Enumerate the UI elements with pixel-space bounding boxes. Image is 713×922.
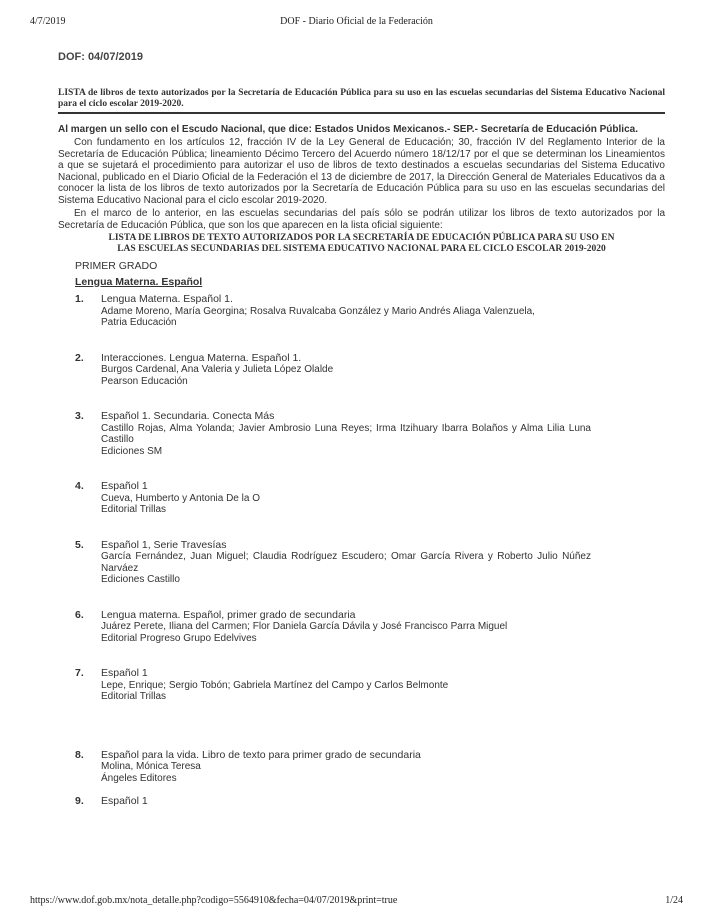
grade-heading: PRIMER GRADO: [75, 260, 158, 272]
book-number: 1.: [75, 293, 84, 305]
list-heading: LISTA DE LIBROS DE TEXTO AUTORIZADOS POR LA SECRETARÍA DE EDUCACIÓN PÚBLICA PARA SU USO EN LAS ESCUELAS SECUNDARIAS DEL SISTEMA EDUCATIVO NACIONAL PARA EL CICLO ESCOLAR 2019-2020: [108, 233, 615, 254]
book-number: 5.: [75, 538, 84, 551]
book-authors: Lepe, Enrique; Sergio Tobón; Gabriela Martínez del Campo y Carlos Belmonte: [101, 679, 449, 691]
book-publisher: Editorial Progreso Grupo Edelvives: [101, 632, 257, 644]
book-entry: [75, 353, 665, 388]
book-title: Lengua materna. Español, primer grado de secundaria: [101, 608, 356, 621]
print-date: 4/7/2019: [30, 16, 66, 27]
book-entry: [75, 610, 665, 645]
book-title: Español para la vida. Libro de texto para primer grado de secundaria: [101, 748, 421, 761]
page-number: 1/24: [665, 895, 683, 906]
paragraph-legal-basis: Con fundamento en los artículos 12, fracción IV de la Ley General de Educación; 30, fracción IV del Reglamento Interior de la Secretaría de Educación Pública; lineamiento Décimo Tercero del Acuerdo número 18/12/17 por el que se determinan los Lineamientos a que se sujetará el procedimiento para autorizar el uso de libros de texto destinados a escuelas secundarias del Sistema Educativo Nacional, publicado en el Diario Oficial de la Federación el 13 de diciembre de 2017, la Dirección General de Materiales Educativos da a conocer la lista de los libros de texto autorizados por la Secretaría de Educación Pública para su uso en las escuelas secundarias del Sistema Educativo Nacional para el ciclo escolar 2019-2020.: [58, 137, 665, 206]
book-publisher: Editorial Trillas: [101, 504, 167, 515]
book-entry: [75, 411, 665, 457]
book-entry: [75, 294, 665, 329]
print-footer: [30, 895, 683, 909]
print-site-title: DOF - Diario Oficial de la Federación: [280, 16, 433, 27]
book-title: Español 1: [101, 795, 148, 807]
book-entry: [75, 481, 665, 516]
book-authors: Molina, Mónica Teresa: [101, 761, 201, 772]
book-authors: Juárez Perete, Iliana del Carmen; Flor Daniela García Dávila y José Francisco Parra Miguel: [101, 621, 508, 632]
book-title: Español 1, Serie Travesías: [101, 538, 227, 551]
book-publisher: Patria Educación: [101, 317, 177, 328]
book-number: 4.: [75, 480, 84, 492]
document-title: LISTA de libros de texto autorizados por la Secretaría de Educación Pública para su uso en las escuelas secundarias del Sistema Educativo Nacional para el ciclo escolar 2019-2020.: [58, 88, 665, 114]
book-authors: Cueva, Humberto y Antonia De la O: [101, 492, 260, 504]
book-title: Español 1. Secundaria. Conecta Más: [101, 410, 275, 422]
book-entry: [75, 750, 665, 785]
book-entry: [75, 540, 665, 586]
book-title: Interacciones. Lengua Materna. Español 1.: [101, 351, 302, 364]
book-title: Español 1: [101, 480, 148, 492]
book-number: 3.: [75, 410, 84, 422]
book-publisher: Ángeles Editores: [101, 772, 177, 784]
dof-date: DOF: 04/07/2019: [58, 51, 143, 63]
book-number: 2.: [75, 351, 84, 364]
book-publisher: Ediciones SM: [101, 445, 163, 457]
print-header: [30, 16, 683, 30]
book-entry: [75, 668, 665, 703]
print-url: https://www.dof.gob.mx/nota_detalle.php?codigo=5564910&fecha=04/07/2019&print=true: [30, 895, 398, 906]
margin-note: Al margen un sello con el Escudo Nacional, que dice: Estados Unidos Mexicanos.- SEP.- Secretaría de Educación Pública.: [58, 123, 638, 135]
book-authors: Castillo Rojas, Alma Yolanda; Javier Ambrosio Luna Reyes; Irma Itzihuary Ibarra Bolaños y Alma Lilia Luna Castillo: [101, 422, 591, 445]
book-authors: Burgos Cardenal, Ana Valeria y Julieta López Olalde: [101, 364, 334, 375]
subject-heading: Lengua Materna. Español: [75, 275, 203, 288]
book-authors: Adame Moreno, María Georgina; Rosalva Ruvalcaba González y Mario Andrés Aliaga Valenzuela,: [101, 305, 535, 317]
document-body: [58, 52, 665, 808]
book-publisher: Editorial Trillas: [101, 691, 167, 702]
book-authors: García Fernández, Juan Miguel; Claudia Rodríguez Escudero; Omar García Rivera y Roberto Julio Núñez Narváez: [101, 551, 591, 574]
book-title: Español 1: [101, 667, 148, 679]
paragraph-scope: En el marco de lo anterior, en las escuelas secundarias del país sólo se podrán utilizar los libros de texto autorizados por la Secretaría de Educación Pública, que son los que aparecen en la lista oficial siguiente:: [58, 208, 665, 231]
book-number: 6.: [75, 608, 84, 621]
book-publisher: Ediciones Castillo: [101, 574, 180, 585]
book-number: 9.: [75, 795, 84, 807]
book-number: 7.: [75, 667, 84, 679]
book-number: 8.: [75, 748, 84, 761]
book-publisher: Pearson Educación: [101, 375, 188, 387]
book-title: Lengua Materna. Español 1.: [101, 293, 233, 305]
book-entry: [75, 796, 665, 808]
